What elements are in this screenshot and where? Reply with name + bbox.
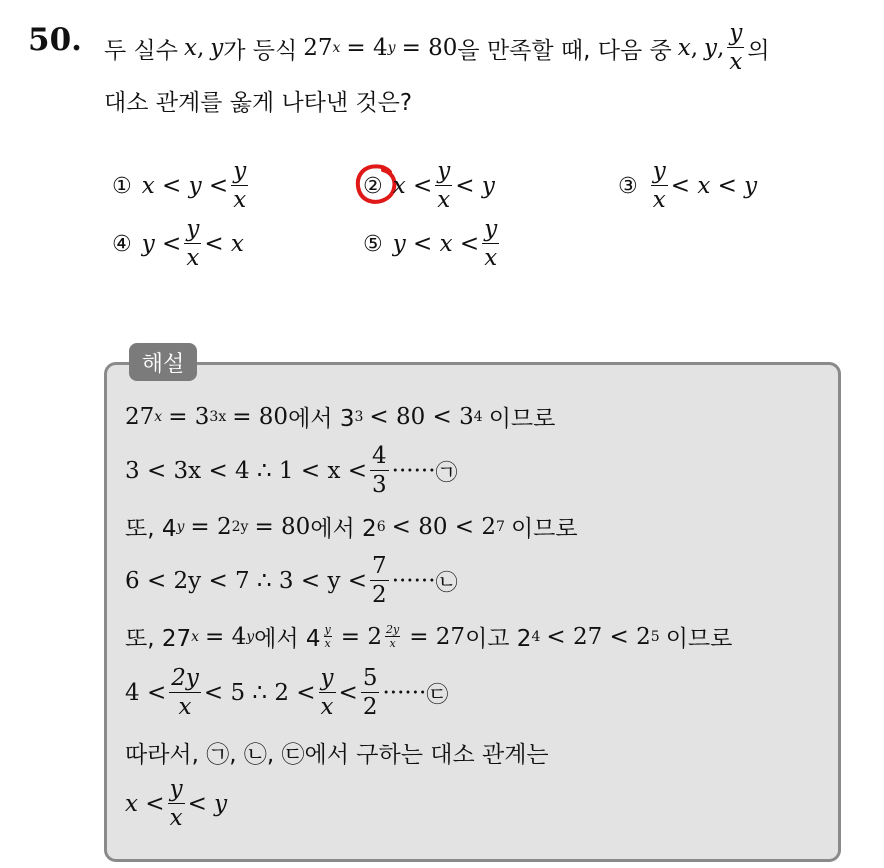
fraction-y-over-x: $\frac{y}{x}$ <box>169 776 183 831</box>
solution-line-3: 또, 4 y = 2 2y = 80 에서 2 6 < 80 < 2 7 이므로 <box>125 513 578 542</box>
option-1[interactable]: ① x < y < $\frac{y}{x}$ <box>112 158 247 213</box>
fraction-y-over-x-exponent: $\frac{y}{x}$ <box>324 623 331 650</box>
question-line-1: 두 실수 x , y 가 등식 27 x = 4 y = 80 을 만족할 때, 다음 중 x , y , $\frac{y}{x}$ 의 <box>104 20 770 75</box>
fraction-y-over-x: $\frac{y}{x}$ <box>186 216 200 271</box>
solution-line-6: 4 < $\frac{2y}{x}$ < 5 ∴ 2 < $\frac{y}{x}$ < $\frac{5}{2}$ ······ ㉢ <box>125 665 449 720</box>
fraction-2y-over-x-exponent: $\frac{2y}{x}$ <box>385 623 400 650</box>
solution-line-5: 또, 27 x = 4 y 에서 4 $\frac{y}{x}$ = 2 $\frac{2y}{x}$ = 27 이고 2 4 < 27 < 2 5 이므로 <box>125 623 733 652</box>
fraction-y-over-x: $\frac{y}{x}$ <box>437 158 451 213</box>
fraction-y-over-x: $\frac{y}{x}$ <box>320 665 334 720</box>
fraction-4-over-3: $\frac{4}{3}$ <box>372 443 387 498</box>
solution-line-7: 따라서, ㉠, ㉡, ㉢에서 구하는 대소 관계는 <box>125 742 549 768</box>
fraction-y-over-x: $\frac{y}{x}$ <box>652 158 666 213</box>
solution-line-2: 3 < 3x < 4 ∴ 1 < x < $\frac{4}{3}$ ······ ㉠ <box>125 443 458 498</box>
solution-tag: 해설 <box>129 343 197 381</box>
fraction-y-over-x: $\frac{y}{x}$ <box>484 216 498 271</box>
option-5[interactable]: ⑤ y < x < $\frac{y}{x}$ <box>363 216 498 271</box>
solution-line-1: 27 x = 3 3x = 80 에서 3 3 < 80 < 3 4 이므로 <box>125 403 556 432</box>
fraction-y-over-x: $\frac{y}{x}$ <box>729 20 743 75</box>
fraction-7-over-2: $\frac{7}{2}$ <box>372 553 387 608</box>
option-2[interactable]: ② x < $\frac{y}{x}$ < y <box>363 158 495 213</box>
option-3[interactable]: ③ $\frac{y}{x}$ < x < y <box>618 158 758 213</box>
solution-line-4: 6 < 2y < 7 ∴ 3 < y < $\frac{7}{2}$ ······ ㉡ <box>125 553 458 608</box>
solution-line-8: x < $\frac{y}{x}$ < y <box>125 776 228 831</box>
fraction-y-over-x: $\frac{y}{x}$ <box>233 158 247 213</box>
question-number: 50. <box>28 22 82 58</box>
fraction-2y-over-x: $\frac{2y}{x}$ <box>171 665 199 720</box>
fraction-5-over-2: $\frac{5}{2}$ <box>362 665 378 720</box>
question-line-2: 대소 관계를 옳게 나타낸 것은? <box>104 90 413 116</box>
option-4[interactable]: ④ y < $\frac{y}{x}$ < x <box>112 216 244 271</box>
